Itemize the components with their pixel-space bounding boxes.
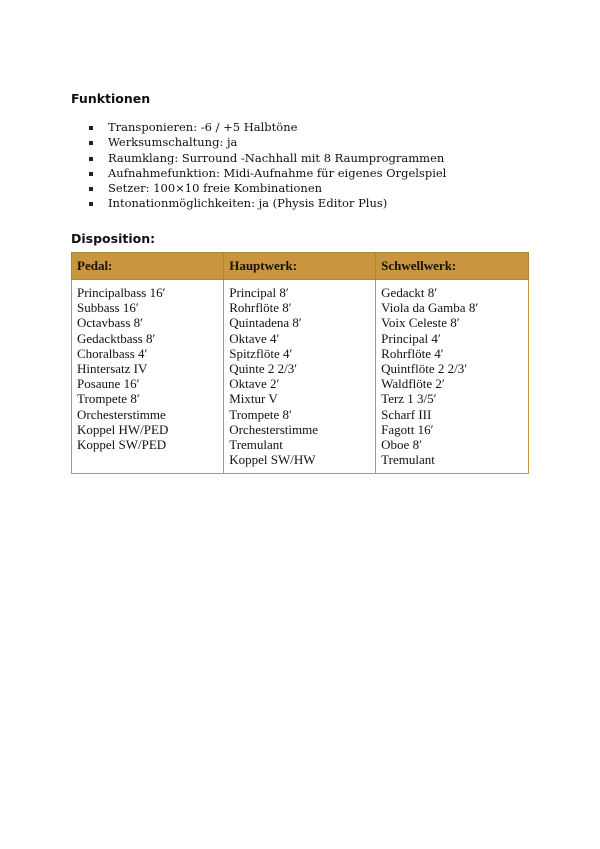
- stop-item: Choralbass 4′: [77, 345, 148, 361]
- stop-item: Trompete 8′: [77, 391, 140, 407]
- stop-item: Rohrflöte 8′: [229, 300, 292, 316]
- stop-item: Subbass 16′: [77, 300, 139, 316]
- stop-item: Scharf III: [381, 406, 432, 422]
- disposition-heading: Disposition:: [71, 231, 156, 246]
- stop-item: Quinte 2 2/3′: [229, 361, 298, 377]
- stop-item: Terz 1 3/5′: [381, 391, 437, 407]
- bullet-icon: [89, 202, 93, 206]
- stop-item: Orchesterstimme: [229, 421, 319, 437]
- bullet-icon: [89, 172, 93, 176]
- stop-item: Oktave 2′: [229, 376, 280, 392]
- stop-item: Posaune 16′: [77, 376, 140, 392]
- stop-item: Koppel SW/PED: [77, 437, 167, 453]
- header-schwellwerk: Schwellwerk:: [376, 253, 529, 280]
- list-item-text: Raumklang: Surround -Nachhall mit 8 Raumprogrammen: [108, 150, 445, 165]
- table-header-row: [72, 253, 529, 280]
- bullet-icon: [89, 141, 93, 145]
- stop-item: Rohrflöte 4′: [381, 345, 444, 361]
- stop-item: Quintadena 8′: [229, 315, 302, 331]
- stop-item: Gedacktbass 8′: [77, 330, 156, 346]
- stop-item: Mixtur V: [229, 391, 278, 407]
- funktionen-heading: Funktionen: [71, 91, 151, 106]
- stop-item: Oktave 4′: [229, 330, 280, 346]
- list-item: [88, 166, 446, 181]
- bullet-icon: [89, 126, 93, 130]
- list-item: [88, 135, 446, 150]
- stop-item: Oboe 8′: [381, 437, 422, 453]
- list-item-text: Setzer: 100×10 freie Kombinationen: [108, 181, 323, 196]
- list-item-text: Intonationmöglichkeiten: ja (Physis Editor Plus): [108, 196, 388, 211]
- hauptwerk-stops-cell: [224, 280, 376, 474]
- stop-item: Voix Celeste 8′: [381, 315, 460, 331]
- bullet-icon: [89, 157, 93, 161]
- stop-item: Quintflöte 2 2/3′: [381, 361, 468, 377]
- funktionen-list: [88, 120, 446, 212]
- stop-item: Waldflöte 2′: [381, 376, 445, 392]
- stop-item: Spitzflöte 4′: [229, 345, 293, 361]
- stop-item: Gedackt 8′: [381, 285, 438, 300]
- stop-item: Fagott 16′: [381, 421, 434, 437]
- list-item: [88, 120, 446, 135]
- header-hauptwerk: Hauptwerk:: [224, 253, 376, 280]
- stop-item: Koppel SW/HW: [229, 452, 316, 468]
- list-item: [88, 151, 446, 166]
- pedal-stops-cell: [72, 280, 224, 474]
- stop-item: Principalbass 16′: [77, 285, 166, 300]
- stop-item: Orchesterstimme: [77, 406, 166, 422]
- list-item-text: Werksumschaltung: ja: [108, 135, 238, 150]
- stop-item: Octavbass 8′: [77, 315, 144, 331]
- stop-item: Trompete 8′: [229, 406, 292, 422]
- list-item-text: Transponieren: -6 / +5 Halbtöne: [108, 120, 298, 134]
- disposition-table: [71, 252, 529, 474]
- list-item-text: Aufnahmefunktion: Midi-Aufnahme für eigenes Orgelspiel: [108, 165, 447, 180]
- stop-item: Viola da Gamba 8′: [381, 300, 479, 316]
- stop-item: Tremulant: [381, 452, 435, 468]
- stop-item: Koppel HW/PED: [77, 421, 169, 437]
- stop-item: Principal 4′: [381, 330, 441, 346]
- bullet-icon: [89, 187, 93, 191]
- stop-item: Hintersatz IV: [77, 361, 148, 377]
- header-pedal: Pedal:: [72, 253, 224, 280]
- schwellwerk-stops-cell: [376, 280, 529, 474]
- stop-item: Tremulant: [229, 437, 283, 453]
- table-row: [72, 280, 529, 474]
- stop-item: Principal 8′: [229, 285, 289, 300]
- list-item: [88, 196, 446, 211]
- list-item: [88, 181, 446, 196]
